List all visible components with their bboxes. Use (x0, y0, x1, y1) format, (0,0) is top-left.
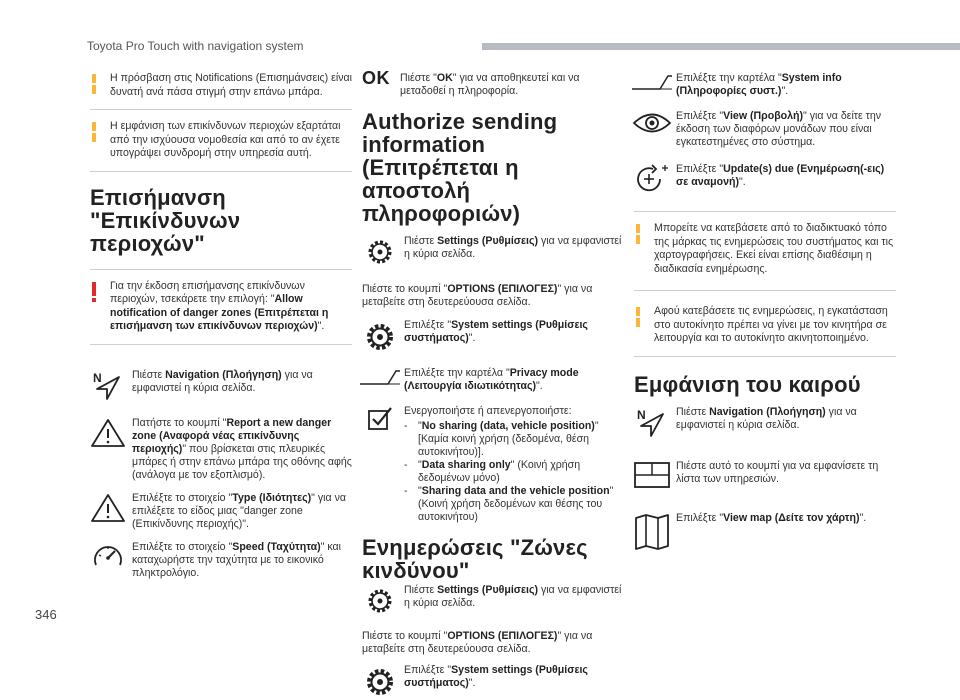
warning-triangle-icon (84, 417, 132, 449)
column-3 (634, 72, 896, 552)
divider (90, 171, 352, 172)
step-system-info: Επιλέξτε την καρτέλα "System info (Πληροφορίες συστ.)". (628, 72, 896, 98)
step-navigation: N Πιέστε Navigation (Πλοήγηση) για να εμφανιστεί η κύρια σελίδα. (84, 369, 352, 401)
gear-icon (356, 235, 404, 269)
section-heading-authorize: Authorize sending information (Επιτρέπεται η αποστολή πληροφοριών) (362, 109, 558, 226)
info-marker-icon (636, 307, 640, 327)
divider (90, 109, 352, 110)
warning-triangle-icon (84, 492, 132, 524)
info-note-notifications (90, 72, 352, 99)
section-heading-weather: Εμφάνιση του καιρού (634, 371, 861, 397)
running-header: Toyota Pro Touch with navigation system (87, 39, 304, 53)
info-marker-icon (92, 74, 96, 94)
info-note-install (634, 305, 896, 346)
step-system-settings-1: Επιλέξτε "System settings (Ρυθμίσεις συστήματος)". (356, 319, 624, 355)
step-report-danger: Πατήστε το κουμπί "Report a new danger zone (Αναφορά νέας επικίνδυνης περιοχής)" που βρίσκεται στις πλευρικές μπάρες ή στην επάνω μπάρα της οθόνης αφής (ανάλογα με τον εξοπλισμό). (84, 417, 352, 482)
divider (634, 356, 896, 357)
gear-icon (356, 664, 404, 700)
speedometer-icon (84, 541, 132, 571)
section-heading-updates-zones: Ενημερώσεις "Ζώνες κινδύνου" (362, 535, 588, 583)
step-type: Επιλέξτε το στοιχείο "Type (Ιδιότητες)" για να επιλέξετε το είδος μιας "danger zone (Επικίνδυνης περιοχής)". (84, 492, 352, 531)
map-icon (628, 512, 676, 552)
note-text: Μπορείτε να κατεβάσετε από το διαδικτυακό τόπο της μάρκας τις ενημερώσεις του συστήματος και τις χαρτογραφήσεις. Εκεί είναι επίσης διαθέσιμη η διαδικασία ενημέρωσης. (654, 222, 894, 275)
note-text: Η εμφάνιση των επικίνδυνων περιοχών εξαρτάται από την ισχύουσα νομοθεσία και από το αν έχετε υπογράψει συνδρομή στην υπηρεσία αυτή. (110, 120, 341, 159)
step-ok: OK Πιέστε "OK" για να αποθηκευτεί και να μεταδοθεί η πληροφορία. (352, 72, 624, 98)
paragraph-options-2: Πιέστε το κουμπί "OPTIONS (ΕΠΙΛΟΓΕΣ)" για να μεταβείτε στη δευτερεύουσα σελίδα. (362, 630, 593, 655)
step-navigation: N Πιέστε Navigation (Πλοήγηση) για να εμφανιστεί η κύρια σελίδα. (628, 406, 896, 438)
eye-icon (628, 110, 676, 136)
info-note-danger-zones (90, 120, 352, 161)
navigation-icon (628, 406, 676, 438)
note-text: Η πρόσβαση στις Notifications (Επισημάνσεις) είναι δυνατή ανά πάσα στιγμή στην επάνω μπάρα. (110, 72, 352, 98)
list-item: - "No sharing (data, vehicle position)" [Καμία κοινή χρήση (δεδομένα, θέση αυτοκινήτου)]. (404, 420, 624, 459)
step-settings-2: Πιέστε Settings (Ρυθμίσεις) για να εμφανιστεί η κύρια σελίδα. (356, 584, 624, 618)
step-view: Επιλέξτε "View (Προβολή)" για να δείτε την έκδοση των διαφόρων μονάδων που είναι εγκατεστημένες στο σύστημα. (628, 110, 896, 149)
header-bar (482, 43, 960, 50)
step-settings-1: Πιέστε Settings (Ρυθμίσεις) για να εμφανιστεί η κύρια σελίδα. (356, 235, 624, 269)
tab-icon (356, 367, 404, 387)
step-system-settings-2: Επιλέξτε "System settings (Ρυθμίσεις συστήματος)". (356, 664, 624, 700)
checkbox-icon (356, 405, 404, 433)
section-heading-danger-zones: Επισήμανση "Επικίνδυνων περιοχών" (90, 184, 241, 256)
compass-letter: N (93, 370, 102, 385)
privacy-options-list (404, 420, 624, 524)
paragraph-options: Πιέστε το κουμπί "OPTIONS (ΕΠΙΛΟΓΕΣ)" για να μεταβείτε στη δευτερεύουσα σελίδα. (362, 283, 593, 308)
info-marker-icon (92, 122, 96, 142)
divider (634, 290, 896, 291)
divider (90, 344, 352, 345)
step-privacy-tab: Επιλέξτε την καρτέλα "Privacy mode (Λειτουργία ιδιωτικότητας)". (356, 367, 624, 393)
step-toggle-privacy: Ενεργοποιήστε ή απενεργοποιήστε: - "No sharing (data, vehicle position)" [Καμία κοινή χρήση (δεδομένα, θέση αυτοκινήτου)]. - "Data sharing only" (Κοινή χρήση δεδομένων μόνο) - "Sharing data and the vehicle position" (Κοινή χρήση δεδομένων και θέσης του αυτοκινήτου) (356, 405, 624, 524)
services-list-icon (628, 460, 676, 490)
step-updates-due: Επιλέξτε "Update(s) due (Ενημέρωση(-εις) σε αναμονή)". (628, 163, 896, 195)
ok-icon: OK (362, 68, 390, 88)
list-item: - "Sharing data and the vehicle position" (Κοινή χρήση δεδομένων και θέσης του αυτοκινήτου) (404, 485, 624, 524)
compass-letter: N (637, 407, 646, 422)
column-1 (90, 72, 352, 580)
tab-icon (628, 72, 676, 92)
navigation-icon (84, 369, 132, 401)
refresh-plus-icon (628, 163, 676, 195)
column-2 (362, 68, 624, 700)
divider (90, 269, 352, 270)
gear-icon (356, 584, 404, 618)
info-note-download (634, 222, 896, 276)
page-number: 346 (35, 607, 57, 622)
step-view-map: Επιλέξτε "View map (Δείτε τον χάρτη)". (628, 512, 896, 552)
warning-marker-icon (92, 282, 96, 302)
warning-note-allow: Για την έκδοση επισήμανσης επικίνδυνων περιοχών, τσεκάρετε την επιλογή: "Allow notification of danger zones (Επιτρέπεται η επισήμανση των επικίνδυνων περιοχών)". (90, 280, 352, 334)
gear-icon (356, 319, 404, 355)
step-speed: Επιλέξτε το στοιχείο "Speed (Ταχύτητα)" και καταχωρήστε την ταχύτητα με το εικονικό πληκτρολόγιο. (84, 541, 352, 580)
note-text: Αφού κατεβάσετε τις ενημερώσεις, η εγκατάσταση στο αυτοκίνητο πρέπει να γίνει με τον κινητήρα σε λειτουργία και το αυτοκίνητο ακινητοποιημένο. (654, 305, 888, 344)
info-marker-icon (636, 224, 640, 244)
step-services: Πιέστε αυτό το κουμπί για να εμφανίσετε τη λίστα των υπηρεσιών. (628, 460, 896, 490)
divider (634, 211, 896, 212)
list-item: - "Data sharing only" (Κοινή χρήση δεδομένων μόνο) (404, 459, 624, 485)
